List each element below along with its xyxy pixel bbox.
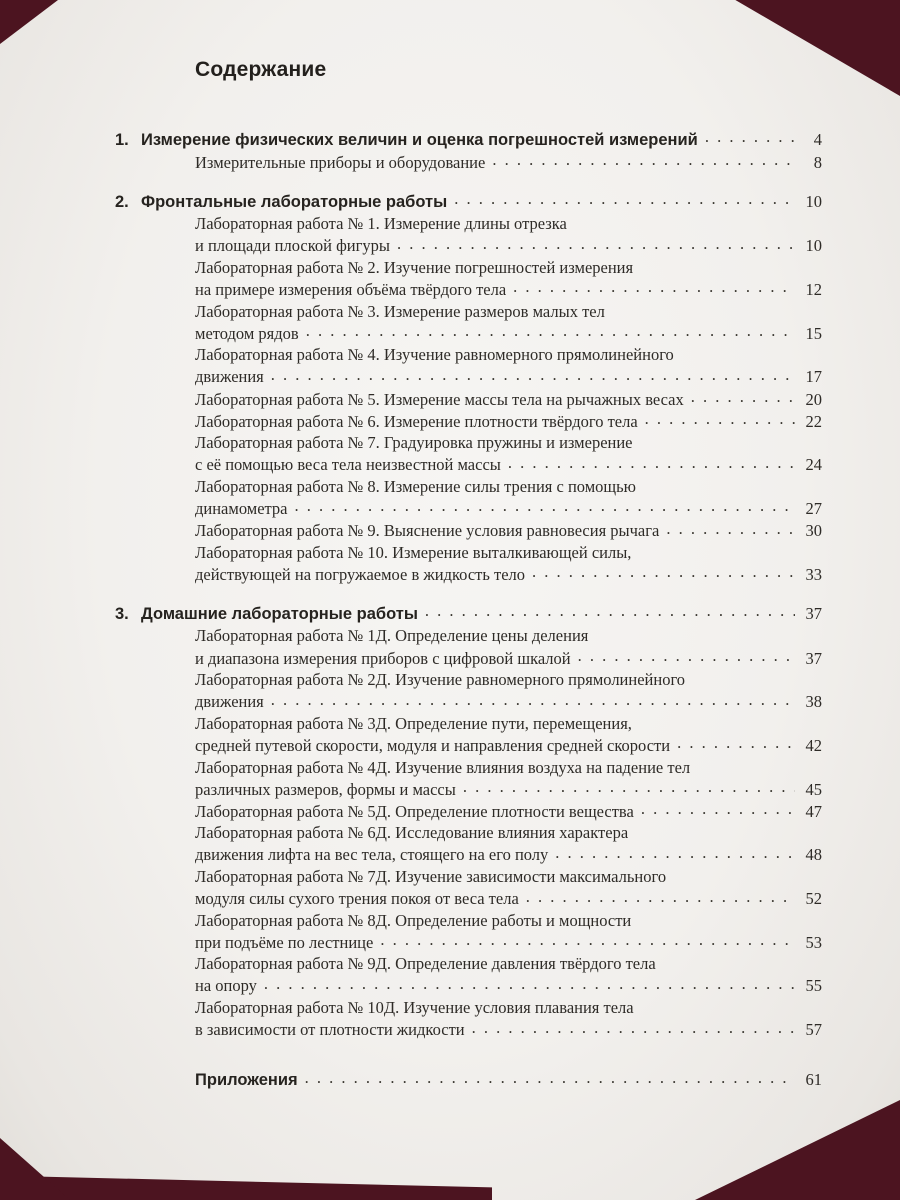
page-number: 30 [805, 521, 822, 541]
toc-entry-line [115, 647, 822, 669]
entry-text: Лабораторная работа № 7Д. Изучение зависимости максимального [195, 867, 667, 886]
entry-text: и площади плоской фигуры [195, 236, 390, 256]
toc-entry-line [115, 454, 822, 476]
entry-text: Лабораторная работа № 2Д. Изучение равномерного прямолинейного [195, 670, 686, 690]
entry-text: Лабораторная работа № 3. Измерение размеров малых тел [195, 301, 605, 321]
toc-entry-line [115, 520, 822, 542]
toc-entry-line [115, 691, 822, 713]
entry-text: Лабораторная работа № 7. Градуировка пружины и измерение [195, 433, 633, 453]
page-number: 10 [805, 236, 822, 256]
toc-entry-line [115, 322, 822, 344]
entry-text: движения лифта на вес тела, стоящего на его полу [195, 845, 549, 865]
dot-leader [425, 602, 795, 619]
entry-text: Лабораторная работа № 3Д. Определение пути, перемещения, [195, 713, 632, 733]
dot-leader [305, 1069, 795, 1086]
page-number: 47 [805, 801, 822, 821]
toc-entry-line [115, 800, 822, 822]
page-number: 15 [805, 323, 822, 343]
toc-entry-line [115, 778, 822, 800]
entry-text: Лабораторная работа № 5Д. Определение плотности вещества [195, 801, 634, 821]
toc-entry-line [115, 151, 822, 173]
entry-text: Лабораторная работа № 9. Выяснение условия равновесия рычага [195, 521, 660, 541]
section-title: Фронтальные лабораторные работы [141, 192, 448, 211]
toc-content [115, 0, 822, 1092]
entry-text: Лабораторная работа № 8Д. Определение работы и мощности [195, 910, 632, 930]
entry-text: с её помощью веса тела неизвестной массы [195, 455, 501, 475]
dot-leader [472, 1019, 795, 1036]
cover-edge-bottom [0, 1158, 492, 1200]
dot-leader [532, 563, 795, 580]
dot-leader [271, 366, 795, 383]
entry-text: Лабораторная работа № 4. Изучение равномерного прямолинейного [195, 345, 674, 365]
entry-text: Лабораторная работа № 6. Измерение плотности твёрдого тела [195, 411, 638, 431]
entry-text: движения [195, 367, 264, 387]
toc-entry-line [115, 953, 822, 975]
page-number: 61 [805, 1070, 822, 1090]
entry-text: Лабораторная работа № 2. Изучение погрешностей измерения [195, 257, 634, 277]
page-title: Содержание [195, 58, 327, 81]
section-number: 2. [115, 192, 129, 211]
page-number: 37 [805, 648, 822, 668]
entry-text: движения [195, 692, 264, 712]
dot-leader [677, 734, 795, 751]
toc-entry-line [115, 344, 822, 366]
page-number: 42 [805, 735, 822, 755]
dot-leader [295, 498, 795, 515]
dot-leader [666, 520, 795, 537]
entry-text: в зависимости от плотности жидкости [195, 1020, 465, 1040]
dot-leader [578, 647, 795, 664]
section-title: Домашние лабораторные работы [141, 604, 418, 623]
toc-section [115, 602, 822, 1040]
entry-text: Лабораторная работа № 6Д. Исследование влияния характера [195, 823, 629, 843]
toc-entry-line [115, 542, 822, 564]
section-title: Измерение физических величин и оценка погрешностей измерений [141, 130, 698, 149]
dot-leader [463, 778, 795, 795]
dot-leader [264, 975, 795, 992]
dot-leader [526, 888, 795, 905]
toc-entry-line [115, 625, 822, 647]
toc-entry-line [115, 388, 822, 410]
dot-leader [555, 844, 795, 861]
toc-entry-line [115, 235, 822, 257]
page-number: 20 [805, 389, 822, 409]
dot-leader [645, 410, 795, 427]
dot-leader [508, 454, 795, 471]
toc-entry-line [115, 757, 822, 779]
entry-text: действующей на погружаемое в жидкость тело [195, 564, 526, 584]
section-number: 1. [115, 130, 129, 149]
toc-entry-line [115, 910, 822, 932]
toc-entry-line [115, 301, 822, 323]
entry-text: Лабораторная работа № 10Д. Изучение условия плавания тела [195, 998, 634, 1018]
entry-text: Лабораторная работа № 4Д. Изучение влияния воздуха на падение тел [195, 757, 691, 777]
toc-entry-line [115, 279, 822, 301]
table-of-contents [115, 128, 822, 1041]
toc-entry-line [115, 844, 822, 866]
toc-entry-line [115, 1019, 822, 1041]
entry-text: Лабораторная работа № 1Д. Определение цены деления [195, 626, 589, 646]
entry-text: Лабораторная работа № 1. Измерение длины отрезка [195, 214, 567, 234]
page-number: 38 [805, 692, 822, 712]
appendix-label: Приложения [195, 1071, 298, 1090]
toc-entry-line [115, 713, 822, 735]
page-number: 52 [805, 889, 822, 909]
appendix-row [115, 1069, 822, 1092]
toc-entry-line [115, 822, 822, 844]
page-number: 24 [805, 455, 822, 475]
page-number: 27 [805, 499, 822, 518]
section-number: 3. [115, 604, 129, 623]
entry-text: Лабораторная работа № 8. Измерение силы трения с помощью [195, 476, 636, 496]
entry-text: при подъёме по лестнице [195, 932, 374, 952]
dot-leader [691, 388, 795, 405]
toc-entry-line [115, 213, 822, 235]
section-heading [115, 128, 822, 151]
cover-corner-bottom-right [695, 1100, 900, 1200]
page-number: 48 [805, 845, 822, 865]
dot-leader [513, 279, 795, 296]
toc-entry-line [115, 931, 822, 953]
toc-entry-line [115, 476, 822, 498]
toc-entry-line [115, 257, 822, 279]
entry-text: на примере измерения объёма твёрдого тела [195, 280, 507, 300]
page-number: 17 [805, 367, 822, 387]
entry-text: динамометра [195, 499, 288, 518]
entry-text: различных размеров, формы и массы [195, 779, 456, 799]
toc-entry-line [115, 866, 822, 888]
toc-entry-line [115, 997, 822, 1019]
toc-entry-line [115, 669, 822, 691]
entry-text: и диапазона измерения приборов с цифровой шкалой [195, 648, 571, 668]
toc-section [115, 190, 822, 585]
page-number: 33 [805, 564, 822, 584]
entry-text: методом рядов [195, 323, 299, 343]
entry-text: модуля силы сухого трения покоя от веса тела [195, 889, 519, 909]
toc-entry-line [115, 410, 822, 432]
toc-entry-line [115, 975, 822, 997]
page-number: 45 [805, 779, 822, 799]
page-number: 57 [805, 1020, 822, 1040]
dot-leader [306, 322, 795, 339]
page-number: 8 [813, 152, 822, 172]
page-number: 37 [805, 603, 822, 623]
section-heading [115, 602, 822, 625]
section-heading [115, 190, 822, 213]
entry-text: Лабораторная работа № 5. Измерение массы тела на рычажных весах [195, 389, 684, 409]
page-number: 4 [813, 129, 822, 149]
toc-entry-line [115, 432, 822, 454]
toc-section [115, 128, 822, 173]
cover-corner-top-left [0, 0, 58, 44]
dot-leader [397, 235, 795, 252]
page-number: 55 [805, 976, 822, 996]
toc-entry-line [115, 498, 822, 520]
toc-entry-line [115, 888, 822, 910]
page-number: 53 [805, 932, 822, 952]
entry-text: на опору [195, 976, 257, 996]
toc-entry-line [115, 734, 822, 756]
entry-text: Измерительные приборы и оборудование [195, 152, 486, 172]
toc-entry-line [115, 563, 822, 585]
entry-text: средней путевой скорости, модуля и направления средней скорости [195, 735, 671, 755]
dot-leader [641, 800, 795, 817]
page-number: 12 [805, 280, 822, 300]
dot-leader [492, 151, 795, 168]
toc-entry-line [115, 366, 822, 388]
page-number: 22 [805, 411, 822, 431]
entry-text: Лабораторная работа № 10. Измерение выталкивающей силы, [195, 542, 632, 562]
page-number: 10 [805, 191, 822, 211]
dot-leader [380, 931, 795, 948]
dot-leader [271, 691, 795, 708]
dot-leader [454, 190, 795, 207]
dot-leader [705, 128, 795, 145]
entry-text: Лабораторная работа № 9Д. Определение давления твёрдого тела [195, 954, 656, 974]
